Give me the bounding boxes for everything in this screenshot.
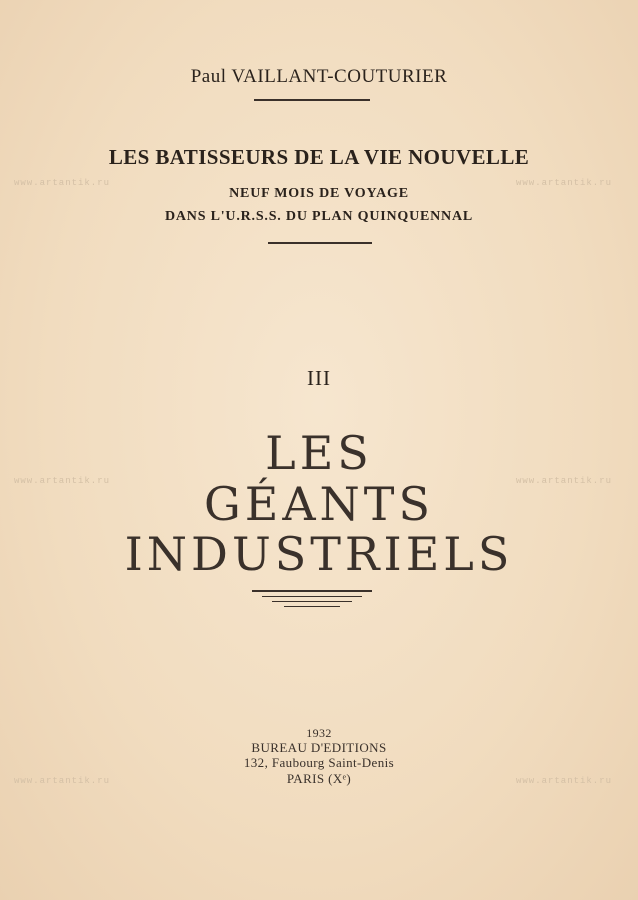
watermark: www.artantik.ru	[516, 776, 613, 786]
publisher-name: BUREAU D'EDITIONS	[251, 740, 387, 755]
volume-number: III	[307, 366, 331, 390]
book-title-line: LES	[265, 426, 373, 480]
subtitle-line: NEUF MOIS DE VOYAGE	[229, 186, 409, 201]
series-title: LES BATISSEURS DE LA VIE NOUVELLE	[108, 145, 530, 169]
divider	[268, 242, 372, 244]
book-title-line: GÉANTS	[204, 477, 434, 531]
book-title-line: INDUSTRIELS	[124, 527, 514, 581]
author-name: Paul VAILLANT-COUTURIER	[190, 66, 448, 87]
subtitle-line: DANS L'U.R.S.S. DU PLAN QUINQUENNAL	[164, 209, 474, 224]
publisher-address: 132, Faubourg Saint-Denis	[243, 755, 395, 770]
watermark: www.artantik.ru	[14, 178, 111, 188]
watermark: www.artantik.ru	[14, 776, 111, 786]
watermark: www.artantik.ru	[14, 476, 111, 486]
watermark: www.artantik.ru	[516, 178, 613, 188]
publisher-city: PARIS (Xᵉ)	[286, 771, 352, 786]
publication-year: 1932	[306, 726, 332, 740]
watermark: www.artantik.ru	[516, 476, 613, 486]
divider	[254, 99, 370, 101]
